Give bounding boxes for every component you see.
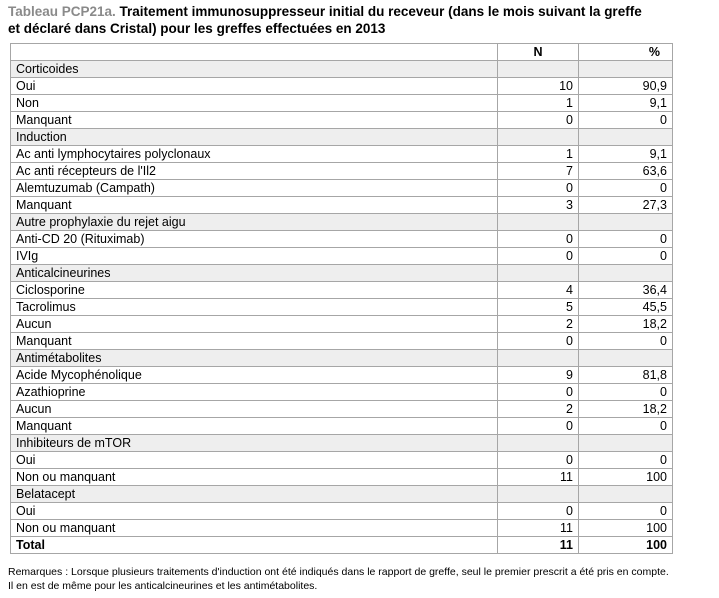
table-number: Tableau PCP21a. [8,4,116,19]
results-table [10,43,673,554]
row-n-cell: 0 [498,333,579,350]
section-pct-cell [579,214,673,231]
table-row [11,248,673,265]
section-row [11,350,673,367]
row-pct-cell: 18,2 [579,401,673,418]
section-pct-cell [579,486,673,503]
row-pct-cell: 36,4 [579,282,673,299]
table-row [11,367,673,384]
section-row [11,265,673,282]
section-n-cell [498,61,579,78]
row-pct-cell: 100 [579,520,673,537]
table-row [11,231,673,248]
row-n-cell: 9 [498,367,579,384]
table-row [11,520,673,537]
section-row [11,61,673,78]
row-label-cell: Aucun [11,316,498,333]
row-n-cell: 2 [498,316,579,333]
header-pct-cell: % [579,44,673,61]
row-pct-cell: 0 [579,231,673,248]
row-label-cell: Ac anti lymphocytaires polyclonaux [11,146,498,163]
row-label-cell: Oui [11,503,498,520]
row-label-cell: Manquant [11,418,498,435]
table-row [11,503,673,520]
section-row [11,214,673,231]
header-label-cell [11,44,498,61]
remarks-line1: Remarques : Lorsque plusieurs traitements d'induction ont été indiqués dans le rapport de greffe, seul le premier prescrit a été pris en compte. [8,566,669,578]
row-n-cell: 7 [498,163,579,180]
row-label-cell: Anti-CD 20 (Rituximab) [11,231,498,248]
row-label-cell: Manquant [11,112,498,129]
table-title [8,3,713,37]
table-row [11,401,673,418]
row-n-cell: 0 [498,503,579,520]
section-row [11,129,673,146]
table-row [11,384,673,401]
row-pct-cell: 81,8 [579,367,673,384]
row-n-cell: 0 [498,384,579,401]
row-n-cell: 11 [498,469,579,486]
section-name-cell: Antimétabolites [11,350,498,367]
row-label-cell: IVIg [11,248,498,265]
row-n-cell: 11 [498,520,579,537]
section-pct-cell [579,129,673,146]
row-pct-cell: 63,6 [579,163,673,180]
row-n-cell: 0 [498,418,579,435]
table-row [11,469,673,486]
row-label-cell: Non ou manquant [11,469,498,486]
section-pct-cell [579,61,673,78]
results-table-body [11,44,673,554]
table-row [11,333,673,350]
row-n-cell: 0 [498,112,579,129]
table-row [11,452,673,469]
row-label-cell: Non ou manquant [11,520,498,537]
row-label-cell: Manquant [11,197,498,214]
total-row [11,537,673,554]
section-name-cell: Corticoides [11,61,498,78]
section-name-cell: Induction [11,129,498,146]
section-n-cell [498,350,579,367]
header-n-cell: N [498,44,579,61]
table-row [11,95,673,112]
row-pct-cell: 0 [579,180,673,197]
section-name-cell: Anticalcineurines [11,265,498,282]
row-n-cell: 1 [498,95,579,112]
row-label-cell: Azathioprine [11,384,498,401]
total-n-cell: 11 [498,537,579,554]
section-n-cell [498,214,579,231]
section-name-cell: Inhibiteurs de mTOR [11,435,498,452]
row-pct-cell: 100 [579,469,673,486]
row-label-cell: Ciclosporine [11,282,498,299]
row-n-cell: 3 [498,197,579,214]
row-n-cell: 0 [498,452,579,469]
row-n-cell: 0 [498,248,579,265]
row-label-cell: Alemtuzumab (Campath) [11,180,498,197]
row-pct-cell: 0 [579,503,673,520]
row-pct-cell: 0 [579,418,673,435]
row-pct-cell: 0 [579,333,673,350]
row-n-cell: 0 [498,231,579,248]
row-pct-cell: 90,9 [579,78,673,95]
section-n-cell [498,486,579,503]
row-label-cell: Acide Mycophénolique [11,367,498,384]
remarks-note [8,565,716,593]
section-n-cell [498,265,579,282]
section-name-cell: Autre prophylaxie du rejet aigu [11,214,498,231]
remarks-line2: Il en est de même pour les anticalcineurines et les antimétabolites. [8,580,318,592]
table-row [11,418,673,435]
row-pct-cell: 0 [579,248,673,265]
section-n-cell [498,435,579,452]
row-n-cell: 2 [498,401,579,418]
row-label-cell: Manquant [11,333,498,350]
table-row [11,282,673,299]
row-n-cell: 5 [498,299,579,316]
section-name-cell: Belatacept [11,486,498,503]
title-text-line1: Traitement immunosuppresseur initial du receveur (dans le mois suivant la greffe [115,4,642,19]
row-label-cell: Oui [11,452,498,469]
section-pct-cell [579,265,673,282]
table-row [11,112,673,129]
row-label-cell: Non [11,95,498,112]
table-row [11,146,673,163]
row-pct-cell: 9,1 [579,146,673,163]
table-row [11,163,673,180]
title-text-line2: et déclaré dans Cristal) pour les greffes effectuées en 2013 [8,21,386,36]
row-pct-cell: 45,5 [579,299,673,316]
section-pct-cell [579,350,673,367]
row-pct-cell: 27,3 [579,197,673,214]
row-pct-cell: 0 [579,112,673,129]
total-pct-cell: 100 [579,537,673,554]
table-row [11,299,673,316]
row-label-cell: Ac anti récepteurs de l'Il2 [11,163,498,180]
row-label-cell: Aucun [11,401,498,418]
table-header-row [11,44,673,61]
row-label-cell: Oui [11,78,498,95]
row-n-cell: 1 [498,146,579,163]
section-row [11,486,673,503]
section-n-cell [498,129,579,146]
total-label-cell: Total [11,537,498,554]
row-pct-cell: 18,2 [579,316,673,333]
row-n-cell: 10 [498,78,579,95]
table-row [11,197,673,214]
row-pct-cell: 0 [579,452,673,469]
row-n-cell: 0 [498,180,579,197]
table-row [11,78,673,95]
section-pct-cell [579,435,673,452]
table-row [11,316,673,333]
table-row [11,180,673,197]
row-pct-cell: 9,1 [579,95,673,112]
row-label-cell: Tacrolimus [11,299,498,316]
row-pct-cell: 0 [579,384,673,401]
row-n-cell: 4 [498,282,579,299]
section-row [11,435,673,452]
